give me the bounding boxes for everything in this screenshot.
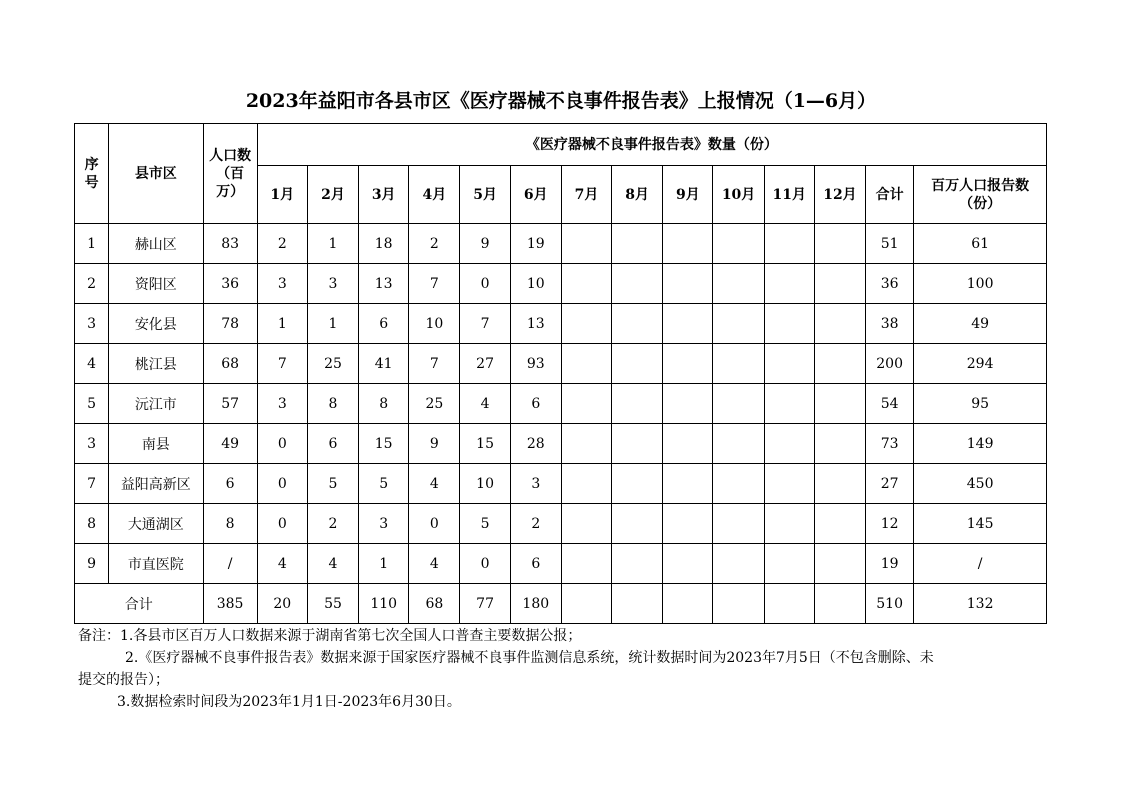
note-line-2: 2.《医疗器械不良事件报告表》数据来源于国家医疗器械不良事件监测信息系统，统计数据时间为2023年7月5日（不包含删除、未 xyxy=(125,650,934,666)
month-cell: 3 xyxy=(307,264,358,304)
header-month: 2月 xyxy=(307,166,358,224)
month-cell xyxy=(663,584,713,624)
month-cell: 2 xyxy=(307,504,358,544)
month-cell xyxy=(612,344,663,384)
month-cell xyxy=(764,304,814,344)
total-cell: 38 xyxy=(866,304,914,344)
month-cell xyxy=(764,384,814,424)
month-cell: 9 xyxy=(409,424,460,464)
population-cell: 6 xyxy=(203,464,257,504)
table-row xyxy=(75,544,1047,584)
header-seq: 序 号 xyxy=(75,124,109,224)
month-cell: 3 xyxy=(257,264,307,304)
month-cell xyxy=(764,464,814,504)
population-cell: 68 xyxy=(203,344,257,384)
population-cell: 83 xyxy=(203,224,257,264)
population-cell: 57 xyxy=(203,384,257,424)
month-cell: 77 xyxy=(460,584,510,624)
month-cell xyxy=(713,424,764,464)
month-cell: 20 xyxy=(257,584,307,624)
table-body xyxy=(75,224,1047,624)
month-cell: 15 xyxy=(359,424,409,464)
month-cell xyxy=(612,584,663,624)
month-cell: 10 xyxy=(409,304,460,344)
month-cell: 5 xyxy=(359,464,409,504)
month-cell: 4 xyxy=(460,384,510,424)
month-cell xyxy=(764,424,814,464)
month-cell: 25 xyxy=(409,384,460,424)
month-cell xyxy=(764,224,814,264)
month-cell: 1 xyxy=(307,224,358,264)
month-cell xyxy=(764,344,814,384)
per-million-cell: 149 xyxy=(914,424,1047,464)
month-cell: 180 xyxy=(510,584,561,624)
month-cell xyxy=(561,344,611,384)
month-cell: 7 xyxy=(409,344,460,384)
month-cell xyxy=(814,464,865,504)
summary-row xyxy=(75,584,1047,624)
month-cell xyxy=(612,264,663,304)
county-cell: 市直医院 xyxy=(109,544,203,584)
month-cell xyxy=(561,424,611,464)
month-cell xyxy=(561,264,611,304)
month-cell: 25 xyxy=(307,344,358,384)
table-row xyxy=(75,264,1047,304)
summary-label-cell: 合计 xyxy=(75,584,204,624)
total-cell: 12 xyxy=(866,504,914,544)
month-cell: 6 xyxy=(510,384,561,424)
month-cell xyxy=(663,464,713,504)
month-cell: 10 xyxy=(460,464,510,504)
county-cell: 沅江市 xyxy=(109,384,203,424)
population-cell: 385 xyxy=(203,584,257,624)
header-month: 5月 xyxy=(460,166,510,224)
month-cell xyxy=(814,264,865,304)
month-cell xyxy=(764,264,814,304)
header-total: 合计 xyxy=(866,166,914,224)
month-cell xyxy=(612,424,663,464)
header-per-million: 百万人口报告数 （份） xyxy=(914,166,1047,224)
county-cell: 南县 xyxy=(109,424,203,464)
county-cell: 大通湖区 xyxy=(109,504,203,544)
notes xyxy=(78,625,1058,713)
month-cell: 0 xyxy=(257,504,307,544)
table-row xyxy=(75,384,1047,424)
month-cell: 7 xyxy=(257,344,307,384)
header-month: 4月 xyxy=(409,166,460,224)
month-cell: 3 xyxy=(510,464,561,504)
month-cell: 15 xyxy=(460,424,510,464)
total-cell: 54 xyxy=(866,384,914,424)
per-million-cell: 132 xyxy=(914,584,1047,624)
header-month: 3月 xyxy=(359,166,409,224)
population-cell: 78 xyxy=(203,304,257,344)
month-cell: 110 xyxy=(359,584,409,624)
total-cell: 51 xyxy=(866,224,914,264)
month-cell xyxy=(561,464,611,504)
seq-cell: 3 xyxy=(75,424,109,464)
month-cell: 4 xyxy=(257,544,307,584)
month-cell: 2 xyxy=(510,504,561,544)
population-cell: 49 xyxy=(203,424,257,464)
month-cell xyxy=(814,504,865,544)
header-month: 1月 xyxy=(257,166,307,224)
month-cell: 2 xyxy=(409,224,460,264)
population-cell: 36 xyxy=(203,264,257,304)
total-cell: 73 xyxy=(866,424,914,464)
header-month: 8月 xyxy=(612,166,663,224)
table-row xyxy=(75,464,1047,504)
per-million-cell: 95 xyxy=(914,384,1047,424)
header-county: 县市区 xyxy=(109,124,203,224)
month-cell: 8 xyxy=(359,384,409,424)
month-cell xyxy=(663,344,713,384)
total-cell: 36 xyxy=(866,264,914,304)
month-cell xyxy=(713,544,764,584)
month-cell: 6 xyxy=(510,544,561,584)
month-cell xyxy=(561,384,611,424)
seq-cell: 5 xyxy=(75,384,109,424)
per-million-cell: 294 xyxy=(914,344,1047,384)
month-cell: 28 xyxy=(510,424,561,464)
month-cell: 8 xyxy=(307,384,358,424)
month-cell xyxy=(764,504,814,544)
month-cell xyxy=(612,504,663,544)
month-cell: 1 xyxy=(257,304,307,344)
month-cell: 4 xyxy=(409,544,460,584)
per-million-cell: / xyxy=(914,544,1047,584)
seq-cell: 2 xyxy=(75,264,109,304)
month-cell: 7 xyxy=(460,304,510,344)
report-table xyxy=(74,123,1047,624)
month-cell xyxy=(713,504,764,544)
per-million-cell: 61 xyxy=(914,224,1047,264)
month-cell xyxy=(814,224,865,264)
seq-cell: 9 xyxy=(75,544,109,584)
header-population: 人口数 （百 万） xyxy=(203,124,257,224)
table-row xyxy=(75,224,1047,264)
table-row xyxy=(75,424,1047,464)
header-month: 6月 xyxy=(510,166,561,224)
month-cell: 0 xyxy=(257,464,307,504)
per-million-cell: 100 xyxy=(914,264,1047,304)
total-cell: 19 xyxy=(866,544,914,584)
month-cell: 3 xyxy=(257,384,307,424)
month-cell xyxy=(663,304,713,344)
total-cell: 27 xyxy=(866,464,914,504)
month-cell xyxy=(814,544,865,584)
note-line-2-cont: 提交的报告）； xyxy=(78,672,169,688)
month-cell xyxy=(814,584,865,624)
month-cell xyxy=(561,584,611,624)
header-month: 9月 xyxy=(663,166,713,224)
month-cell: 9 xyxy=(460,224,510,264)
note-line-3: 3.数据检索时间段为2023年1月1日-2023年6月30日。 xyxy=(117,694,461,710)
month-cell: 0 xyxy=(409,504,460,544)
month-cell xyxy=(612,384,663,424)
seq-cell: 1 xyxy=(75,224,109,264)
month-cell: 2 xyxy=(257,224,307,264)
header-month: 12月 xyxy=(814,166,865,224)
month-cell: 55 xyxy=(307,584,358,624)
note-line-1: 备注：1.各县市区百万人口数据来源于湖南省第七次全国人口普查主要数据公报； xyxy=(78,628,582,644)
header-month: 10月 xyxy=(713,166,764,224)
month-cell xyxy=(612,304,663,344)
month-cell xyxy=(713,464,764,504)
month-cell xyxy=(713,344,764,384)
month-cell xyxy=(814,344,865,384)
county-cell: 赫山区 xyxy=(109,224,203,264)
page-title: 2023年益阳市各县市区《医疗器械不良事件报告表》上报情况（1—6月） xyxy=(245,90,877,112)
month-cell xyxy=(663,544,713,584)
county-cell: 资阳区 xyxy=(109,264,203,304)
month-cell: 41 xyxy=(359,344,409,384)
month-cell: 0 xyxy=(257,424,307,464)
month-cell xyxy=(713,264,764,304)
month-cell: 5 xyxy=(460,504,510,544)
month-cell: 10 xyxy=(510,264,561,304)
per-million-cell: 49 xyxy=(914,304,1047,344)
header-month: 11月 xyxy=(764,166,814,224)
per-million-cell: 145 xyxy=(914,504,1047,544)
month-cell xyxy=(561,304,611,344)
population-cell: / xyxy=(203,544,257,584)
table-row xyxy=(75,344,1047,384)
county-cell: 安化县 xyxy=(109,304,203,344)
month-cell: 4 xyxy=(409,464,460,504)
month-cell: 4 xyxy=(307,544,358,584)
month-cell xyxy=(561,544,611,584)
month-cell xyxy=(713,584,764,624)
month-cell xyxy=(663,424,713,464)
seq-cell: 8 xyxy=(75,504,109,544)
month-cell xyxy=(663,384,713,424)
month-cell: 6 xyxy=(307,424,358,464)
month-cell xyxy=(713,224,764,264)
month-cell xyxy=(561,224,611,264)
month-cell: 13 xyxy=(510,304,561,344)
header-month: 7月 xyxy=(561,166,611,224)
seq-cell: 4 xyxy=(75,344,109,384)
month-cell xyxy=(612,544,663,584)
month-cell xyxy=(713,304,764,344)
month-cell xyxy=(561,504,611,544)
month-cell xyxy=(764,584,814,624)
month-cell xyxy=(663,264,713,304)
month-cell: 0 xyxy=(460,264,510,304)
county-cell: 桃江县 xyxy=(109,344,203,384)
month-cell: 13 xyxy=(359,264,409,304)
total-cell: 200 xyxy=(866,344,914,384)
month-cell xyxy=(814,424,865,464)
total-cell: 510 xyxy=(866,584,914,624)
population-cell: 8 xyxy=(203,504,257,544)
month-cell: 5 xyxy=(307,464,358,504)
month-cell xyxy=(764,544,814,584)
header-report-group: 《医疗器械不良事件报告表》数量（份） xyxy=(257,124,1046,166)
county-cell: 益阳高新区 xyxy=(109,464,203,504)
month-cell: 93 xyxy=(510,344,561,384)
table-row xyxy=(75,504,1047,544)
month-cell: 7 xyxy=(409,264,460,304)
month-cell: 0 xyxy=(460,544,510,584)
per-million-cell: 450 xyxy=(914,464,1047,504)
month-cell: 18 xyxy=(359,224,409,264)
table-row xyxy=(75,304,1047,344)
month-cell xyxy=(814,304,865,344)
month-cell: 3 xyxy=(359,504,409,544)
month-cell: 68 xyxy=(409,584,460,624)
month-cell: 6 xyxy=(359,304,409,344)
seq-cell: 3 xyxy=(75,304,109,344)
month-cell xyxy=(663,224,713,264)
month-cell xyxy=(663,504,713,544)
month-cell: 1 xyxy=(359,544,409,584)
month-cell xyxy=(814,384,865,424)
month-cell xyxy=(713,384,764,424)
month-cell: 19 xyxy=(510,224,561,264)
month-cell xyxy=(612,464,663,504)
seq-cell: 7 xyxy=(75,464,109,504)
month-cell: 27 xyxy=(460,344,510,384)
month-cell xyxy=(612,224,663,264)
month-cell: 1 xyxy=(307,304,358,344)
